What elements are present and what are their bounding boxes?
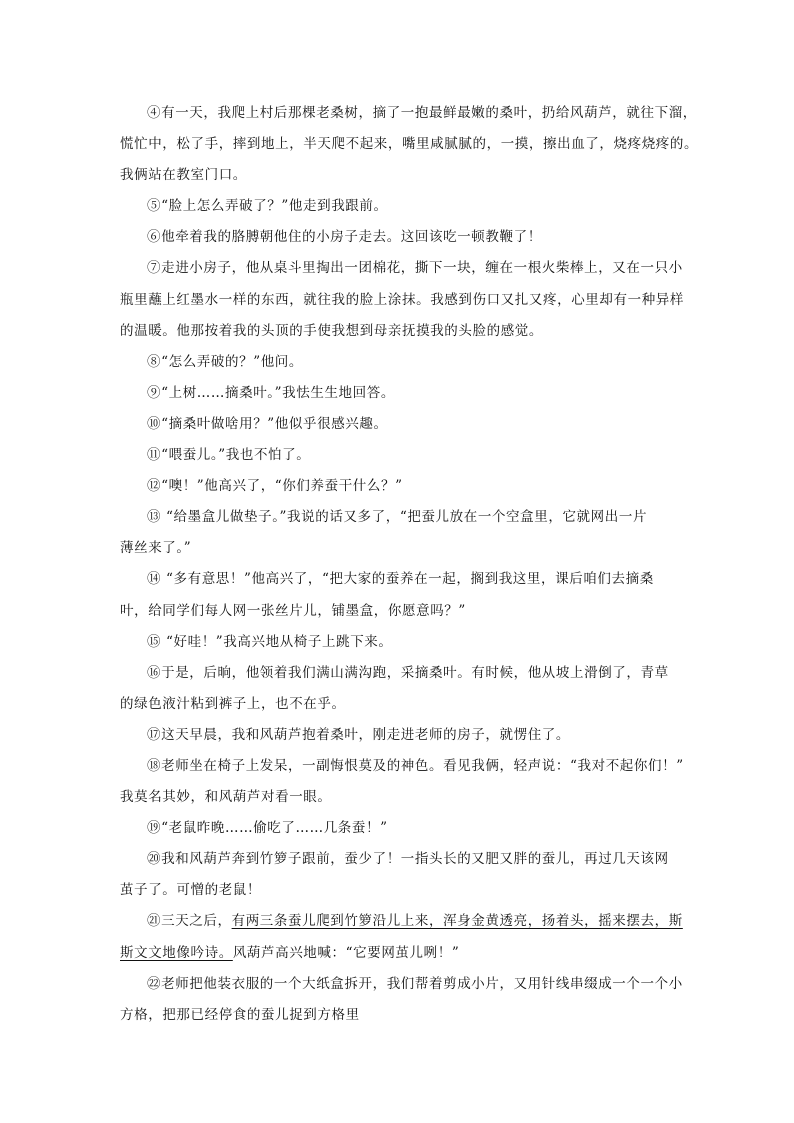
paragraph-10: ⑩“摘桑叶做啥用？”他似乎很感兴趣。 (147, 415, 388, 432)
paragraph-14-line-1: ⑭ “多有意思！”他高兴了，“把大家的蚕养在一起，搁到我这里，课后咱们去摘桑 (147, 571, 654, 588)
paragraph-21-tail-text: 风葫芦高兴地喊：“它要网茧儿咧！” (232, 944, 460, 961)
paragraph-17: ⑰这天早晨，我和风葫芦抱着桑叶，刚走进老师的房子，就愣住了。 (147, 726, 570, 743)
paragraph-13-line-1: ⑬ “给墨盒儿做垫子。”我说的话又多了，“把蚕儿放在一个空盒里，它就网出一片 (147, 509, 648, 526)
paragraph-20-line-2: 茧子了。可憎的老鼠！ (120, 882, 261, 899)
paragraph-18-line-2: 我莫名其妙，和风葫芦对看一眼。 (120, 789, 332, 806)
paragraph-20-line-1: ⑳我和风葫芦奔到竹箩子跟前，蚕少了！一指头长的又肥又胖的蚕儿，再过几天该网 (147, 851, 669, 868)
paragraph-14-line-2: 叶，给同学们每人网一张丝片儿，铺墨盒，你愿意吗？” (120, 602, 466, 619)
paragraph-21-line-1 (120, 906, 683, 937)
paragraph-6: ⑥他牵着我的胳膊朝他住的小房子走去。这回该吃一顿教鞭了！ (147, 229, 542, 246)
paragraph-21-line-2 (120, 938, 680, 969)
paragraph-4-line-3: 我俩站在教室门口。 (120, 167, 247, 184)
paragraph-9: ⑨“上树……摘桑叶。”我怯生生地回答。 (147, 384, 395, 401)
paragraph-22-line-2: 方格，把那已经停食的蚕儿捉到方格里 (120, 1006, 360, 1023)
paragraph-4-line-2: 慌忙中，松了手，摔到地上，半天爬不起来，嘴里咸腻腻的，一摸，擦出血了，烧疼烧疼的。 (120, 136, 699, 153)
paragraph-21-lead-text: ㉑三天之后， (147, 913, 232, 930)
paragraph-8: ⑧“怎么弄破的？”他问。 (147, 353, 304, 370)
underlined-sentence-part-1: 有两三条蚕儿爬到竹箩沿儿上来，浑身金黄透亮，扬着头，摇来摆去，斯 (231, 913, 683, 930)
paragraph-22-line-1: ㉒老师把他装衣服的一个大纸盒拆开，我们帮着剪成小片，又用针线串缀成一个一个小 (147, 975, 683, 992)
paragraph-19: ⑲“老鼠昨晚……偷吃了……几条蚕！” (147, 820, 388, 837)
paragraph-11: ⑪“喂蚕儿。”我也不怕了。 (147, 447, 311, 464)
paragraph-7-line-3: 的温暖。他那按着我的头顶的手使我想到母亲抚摸我的头脸的感觉。 (120, 322, 543, 339)
paragraph-4-line-1: ④有一天，我爬上村后那棵老桑树，摘了一抱最鲜最嫩的桑叶，扔给风葫芦，就往下溜， (147, 105, 697, 121)
paragraph-7-line-2: 瓶里蘸上红墨水一样的东西，就往我的脸上涂抹。我感到伤口又扎又疼，心里却有一种异样 (120, 291, 684, 308)
paragraph-15: ⑮ “好哇！”我高兴地从椅子上跳下来。 (147, 633, 393, 650)
paragraph-16-line-1: ⑯于是，后晌，他领着我们满山满沟跑，采摘桑叶。有时候，他从坡上滑倒了，青草 (147, 664, 669, 681)
passage (120, 98, 699, 1031)
paragraph-7-line-1: ⑦走进小房子，他从桌斗里掏出一团棉花，撕下一块，缠在一根火柴棒上，又在一只小 (147, 260, 683, 277)
paragraph-18-line-1: ⑱老师坐在椅子上发呆，一副悔恨莫及的神色。看见我俩，轻声说：“我对不起你们！” (147, 757, 684, 774)
underlined-sentence-part-2: 斯文文地像吟诗。 (120, 944, 233, 961)
paragraph-16-line-2: 的绿色液汁粘到裤子上，也不在乎。 (120, 695, 346, 712)
paragraph-12: ⑫“噢！”他高兴了，“你们养蚕干什么？” (147, 478, 403, 495)
paragraph-5: ⑤“脸上怎么弄破了？”他走到我跟前。 (147, 198, 388, 215)
paragraph-13-line-2: 薄丝来了。” (120, 540, 192, 557)
